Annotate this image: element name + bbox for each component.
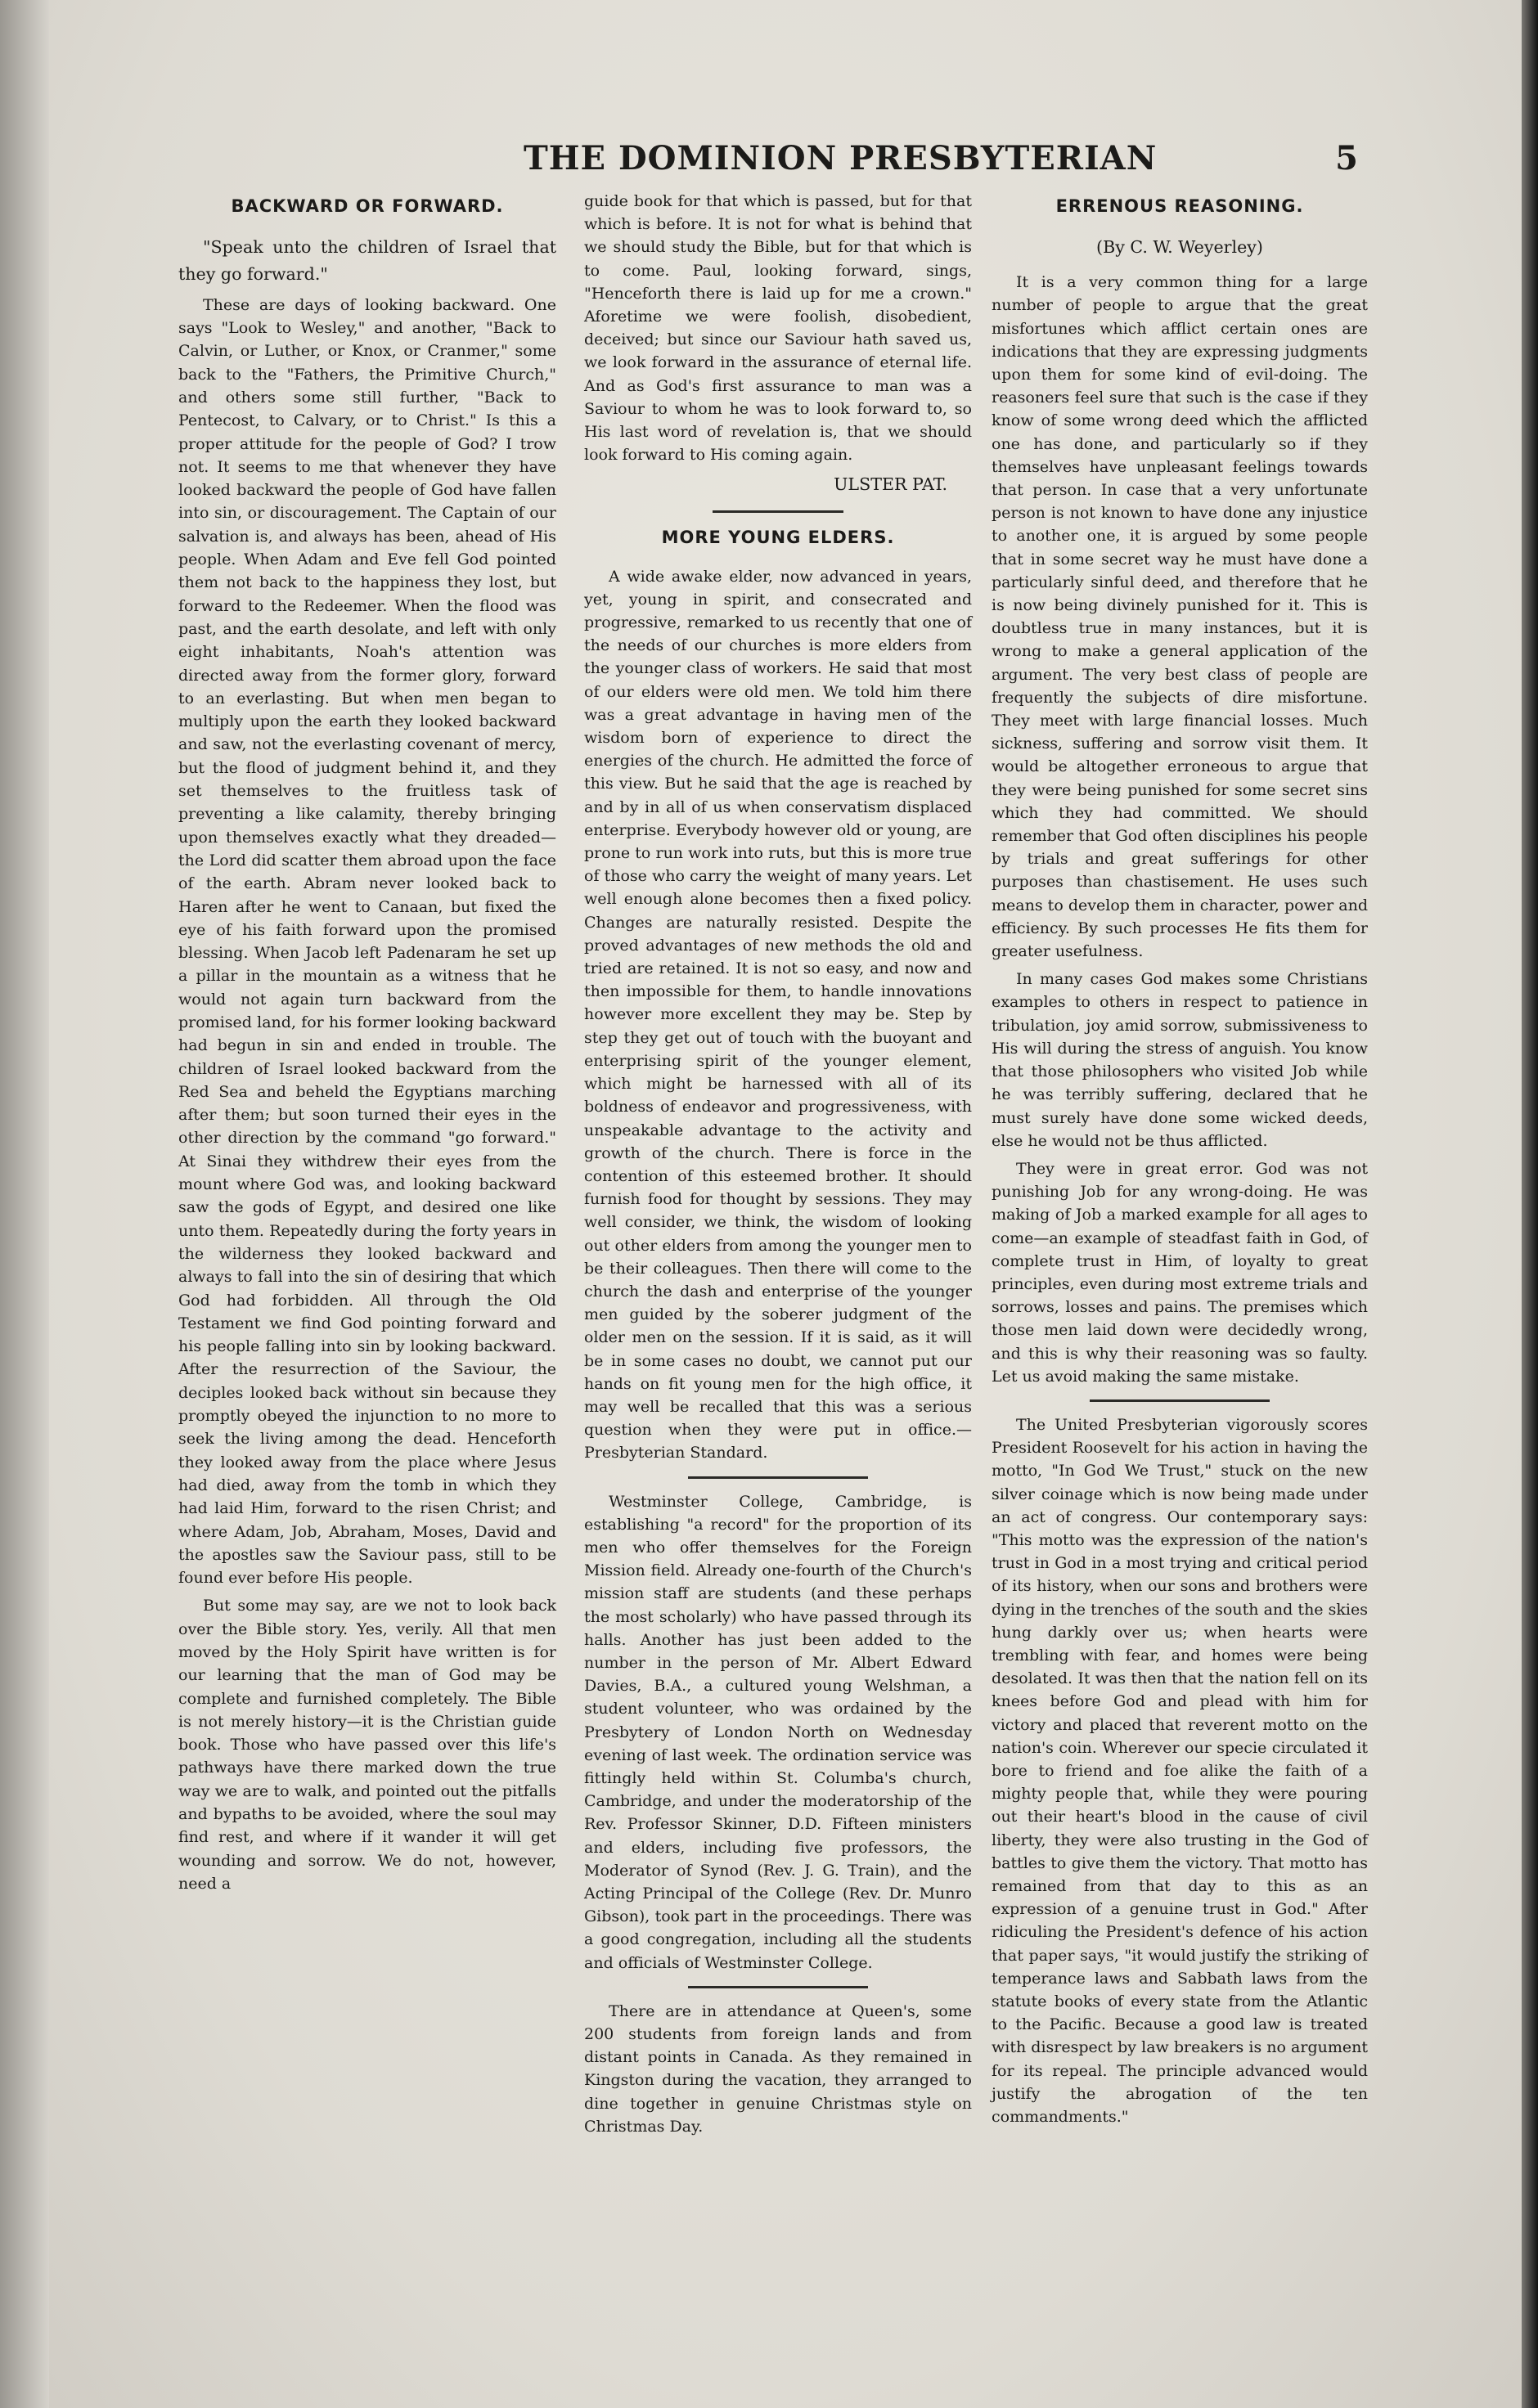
article-paragraph: But some may say, are we not to look back over the Bible story. Yes, verily. All that men moved by the Holy Spirit have written is for our learning that the man of God may be complete and furnished completely. The Bible is not merely history—it is the Christian guide book. Those who have passed over this life's pathways have there marked down the true way we are to walk, and pointed out the pitfalls and bypaths to be avoided, where the soul may find rest, and where if it wander it will get wounding and sorrow. We do not, however, need a [178,1597,556,1893]
article-epigraph: "Speak unto the children of Israel that they go forward." [178,236,556,285]
article-heading-more-young-elders: MORE YOUNG ELDERS. [661,528,895,548]
article-heading-backward-or-forward: BACKWARD OR FORWARD. [231,196,504,216]
article-continuation: guide book for that which is passed, but for that which is before. It is not for what is behind that we should study the Bible, but for that which is to come. Paul, looking forward, sings, "Henceforth there is laid up for me a crown." Aforetime we were foolish, disobedient, deceived; but since our Saviour hath saved us, we look forward in the assurance of eternal life. And as God's first assurance to man was a Saviour to whom he was to look forward to, so His last word of revelation is, that we should look forward to His coming again. [584,192,972,465]
section-divider [688,1986,868,1988]
column-1 [178,190,556,1900]
column-3 [992,190,1368,2133]
column-2 [584,190,972,2143]
article-paragraph: It is a very common thing for a large number of people to argue that the great misfortunes which afflict certain ones are indications that they are expressing judgments upon them for some kind of evil-doing. The reasoners feel sure that such is the case if they know of some wrong deed which the afflicted one has done, and particularly so if they themselves have unpleasant feelings towards that person. In case that a very unfortunate person is not known to have done any injustice to another one, it is argued by some people that in some secret way he must have done a particularly sinful deed, and therefore that he is now being divinely punished for it. This is doubtless true in many instances, but it is wrong to make a general application of the argument. The very best class of people are frequently the subjects of dire misfortune. They meet with large financial losses. Much sickness, suffering and sorrow visit them. It would be altogether erroneous to argue that they were being punished for some secret sins which they had committed. We should remember that God often disciplines his people by trials and great sufferings for other purposes than chastisement. He uses such means to develop them in character, power and efficiency. By such processes He fits them for greater usefulness. [992,273,1368,961]
article-paragraph: They were in great error. God was not punishing Job for any wrong-doing. He was making of Job a marked example for all ages to come—an example of steadfast faith in God, of complete trust in Him, of loyalty to great principles, even during most extreme trials and sorrows, losses and pains. The premises which those men laid down were decidedly wrong, and this is why their reasoning was so faulty. Let us avoid making the same mistake. [992,1159,1368,1386]
article-paragraph: In many cases God makes some Christians examples to others in respect to patience in tribulation, joy amid sorrow, submissiveness to His will during the stress of anguish. You know that those philosophers who visited Job while he was terribly suffering, declared that he must surely have done some wicked deeds, else he would not be thus afflicted. [992,970,1368,1150]
article-paragraph: Westminster College, Cambridge, is establishing "a record" for the proportion of its men who offer themselves for the Foreign Mission field. Already one-fourth of the Church's mission staff are students (and these perhaps the most scholarly) who have passed through its halls. Another has just been added to the number in the person of Mr. Albert Edward Davies, B.A., a cultured young Welshman, a student volunteer, who was ordained by the Presbytery of London North on Wednesday evening of last week. The ordination service was fittingly held within St. Columba's church, Cambridge, and under the moderatorship of the Rev. Professor Skinner, D.D. Fifteen ministers and elders, including five professors, the Moderator of Synod (Rev. J. G. Train), and the Acting Principal of the College (Rev. Dr. Munro Gibson), took part in the proceedings. There was a good congregation, including all the students and officials of Westminster College. [584,1492,972,1972]
article-signature: ULSTER PAT. [834,474,947,495]
article-paragraph: The United Presbyterian vigorously scores President Roosevelt for his action in having the motto, "In God We Trust," stuck on the new silver coinage which is now being made under an act of congress. Our contemporary says: "This motto was the expression of the nation's trust in God in a most trying and critical period of its history, when our sons and brothers were dying in the trenches of the south and the skies hung darkly over us; when hearts were trembling with fear, and homes were being desolated. It was then that the nation fell on its knees before God and plead with him for victory and placed that reverent motto on the nation's coin. Wherever our specie circulated it bore to friend and foe alike the faith of a mighty people that, while they were pouring out their heart's blood in the cause of civil liberty, they were also trusting in the God of battles to give them the victory. That motto has remained from that day to this as an expression of a genuine trust in God." After ridiculing the President's defence of his action that paper says, "it would justify the striking of temperance laws and Sabbath laws from the statute books of every state from the Atlantic to the Pacific. Because a good law is treated with disrespect by law breakers is no argument for its repeal. The principle advanced would justify the abrogation of the ten commandments." [992,1415,1368,2127]
article-paragraph: These are days of looking backward. One says "Look to Wesley," and another, "Back to Calvin, or Luther, or Knox, or Cranmer," some back to the "Fathers, the Primitive Church," and others some still further, "Back to Pentecost, to Calvary, or to Christ." Is this a proper attitude for the people of God? I trow not. It seems to me that whenever they have looked backward the people of God have fallen into sin, or discouragement. The Captain of our salvation is, and always has been, ahead of His people. When Adam and Eve fell God pointed them not back to the happiness they lost, but forward to the Redeemer. When the flood was past, and the earth desolate, and left with only eight inhabitants, Noah's attention was directed away from the former glory, forward to an everlasting. But when men began to multiply upon the earth they looked backward and saw, not the everlasting covenant of mercy, but the flood of judgment behind it, and they set themselves to the fruitless task of preventing a like calamity, thereby bringing upon themselves exactly what they dreaded—the Lord did scatter them abroad upon the face of the earth. Abram never looked back to Haren after he went to Canaan, but fixed the eye of his faith forward upon the promised blessing. When Jacob left Padenaram he set up a pillar in the mountain as a witness that he would not again turn backward from the promised land, for his former looking backward had begun in sin and ended in trouble. The children of Israel looked backward from the Red Sea and beheld the Egyptians marching after them; but soon turned their eyes in the other direction by the command "go forward." At Sinai they withdrew their eyes from the mount where God was, and looking backward saw the gods of Egypt, and desired one like unto them. Repeatedly during the forty years in the wilderness they looked backward and always to fall into the sin of desiring that which God had forbidden. All through the Old Testament we find God pointing forward and his people falling into sin by looking backward. After the resurrection of the Saviour, the deciples looked back without sin because they promptly obeyed the injunction to no more to seek the living among the dead. Henceforth they looked away from the place where Jesus had died, away from the tomb in which they had laid Him, forward to the risen Christ; and where Adam, Job, Abraham, Moses, David and the apostles saw the Saviour pass, still to be found ever before His people. [178,295,556,1588]
scan-left-edge [0,0,49,2408]
article-byline: (By C. W. Weyerley) [1096,236,1263,257]
section-divider [1090,1399,1270,1402]
page-header [524,139,1358,196]
newspaper-title: THE DOMINION PRESBYTERIAN [524,139,1158,177]
article-heading-errenous-reasoning: ERRENOUS REASONING. [1055,196,1304,216]
section-divider [688,1476,868,1479]
scan-right-edge [1522,0,1538,2408]
article-paragraph: There are in attendance at Queen's, some 200 students from foreign lands and from distant points in Canada. As they remained in Kingston during the vacation, they arranged to dine together in genuine Christmas style on Christmas Day. [584,2001,972,2136]
article-paragraph: A wide awake elder, now advanced in years, yet, young in spirit, and consecrated and progressive, remarked to us recently that one of the needs of our churches is more elders from the younger class of workers. He said that most of our elders were old men. We told him there was a great advantage in having men of the wisdom born of experience to direct the energies of the church. He admitted the force of this view. But he said that the age is reached by and by in all of us when conservatism displaced enterprise. Everybody however old or young, are prone to run work into ruts, but this is more true of those who carry the weight of many years. Let well enough alone becomes then a fixed policy. Changes are naturally resisted. Despite the proved advantages of new methods the old and tried are retained. It is not so easy, and now and then impossible for them, to handle innovations however more excellent they may be. Step by step they get out of touch with the buoyant and enterprising spirit of the younger element, which might be harnessed with all of its boldness of endeavor and progressiveness, with unspeakable advantage to the activity and growth of the church. There is force in the contention of this esteemed brother. It should furnish food for thought by sessions. They may well consider, we think, the wisdom of looking out other elders from among the younger men to be their colleagues. Then there will come to the church the dash and enterprise of the younger men guided by the soberer judgment of the older men on the session. If it is said, as it will be in some cases no doubt, we cannot put our hands on fit young men for the high office, it may well be recalled that this was a serious question when they were put in office.—Presbyterian Standard. [584,567,972,1462]
section-divider [713,510,843,513]
page-number: 5 [1335,139,1358,177]
